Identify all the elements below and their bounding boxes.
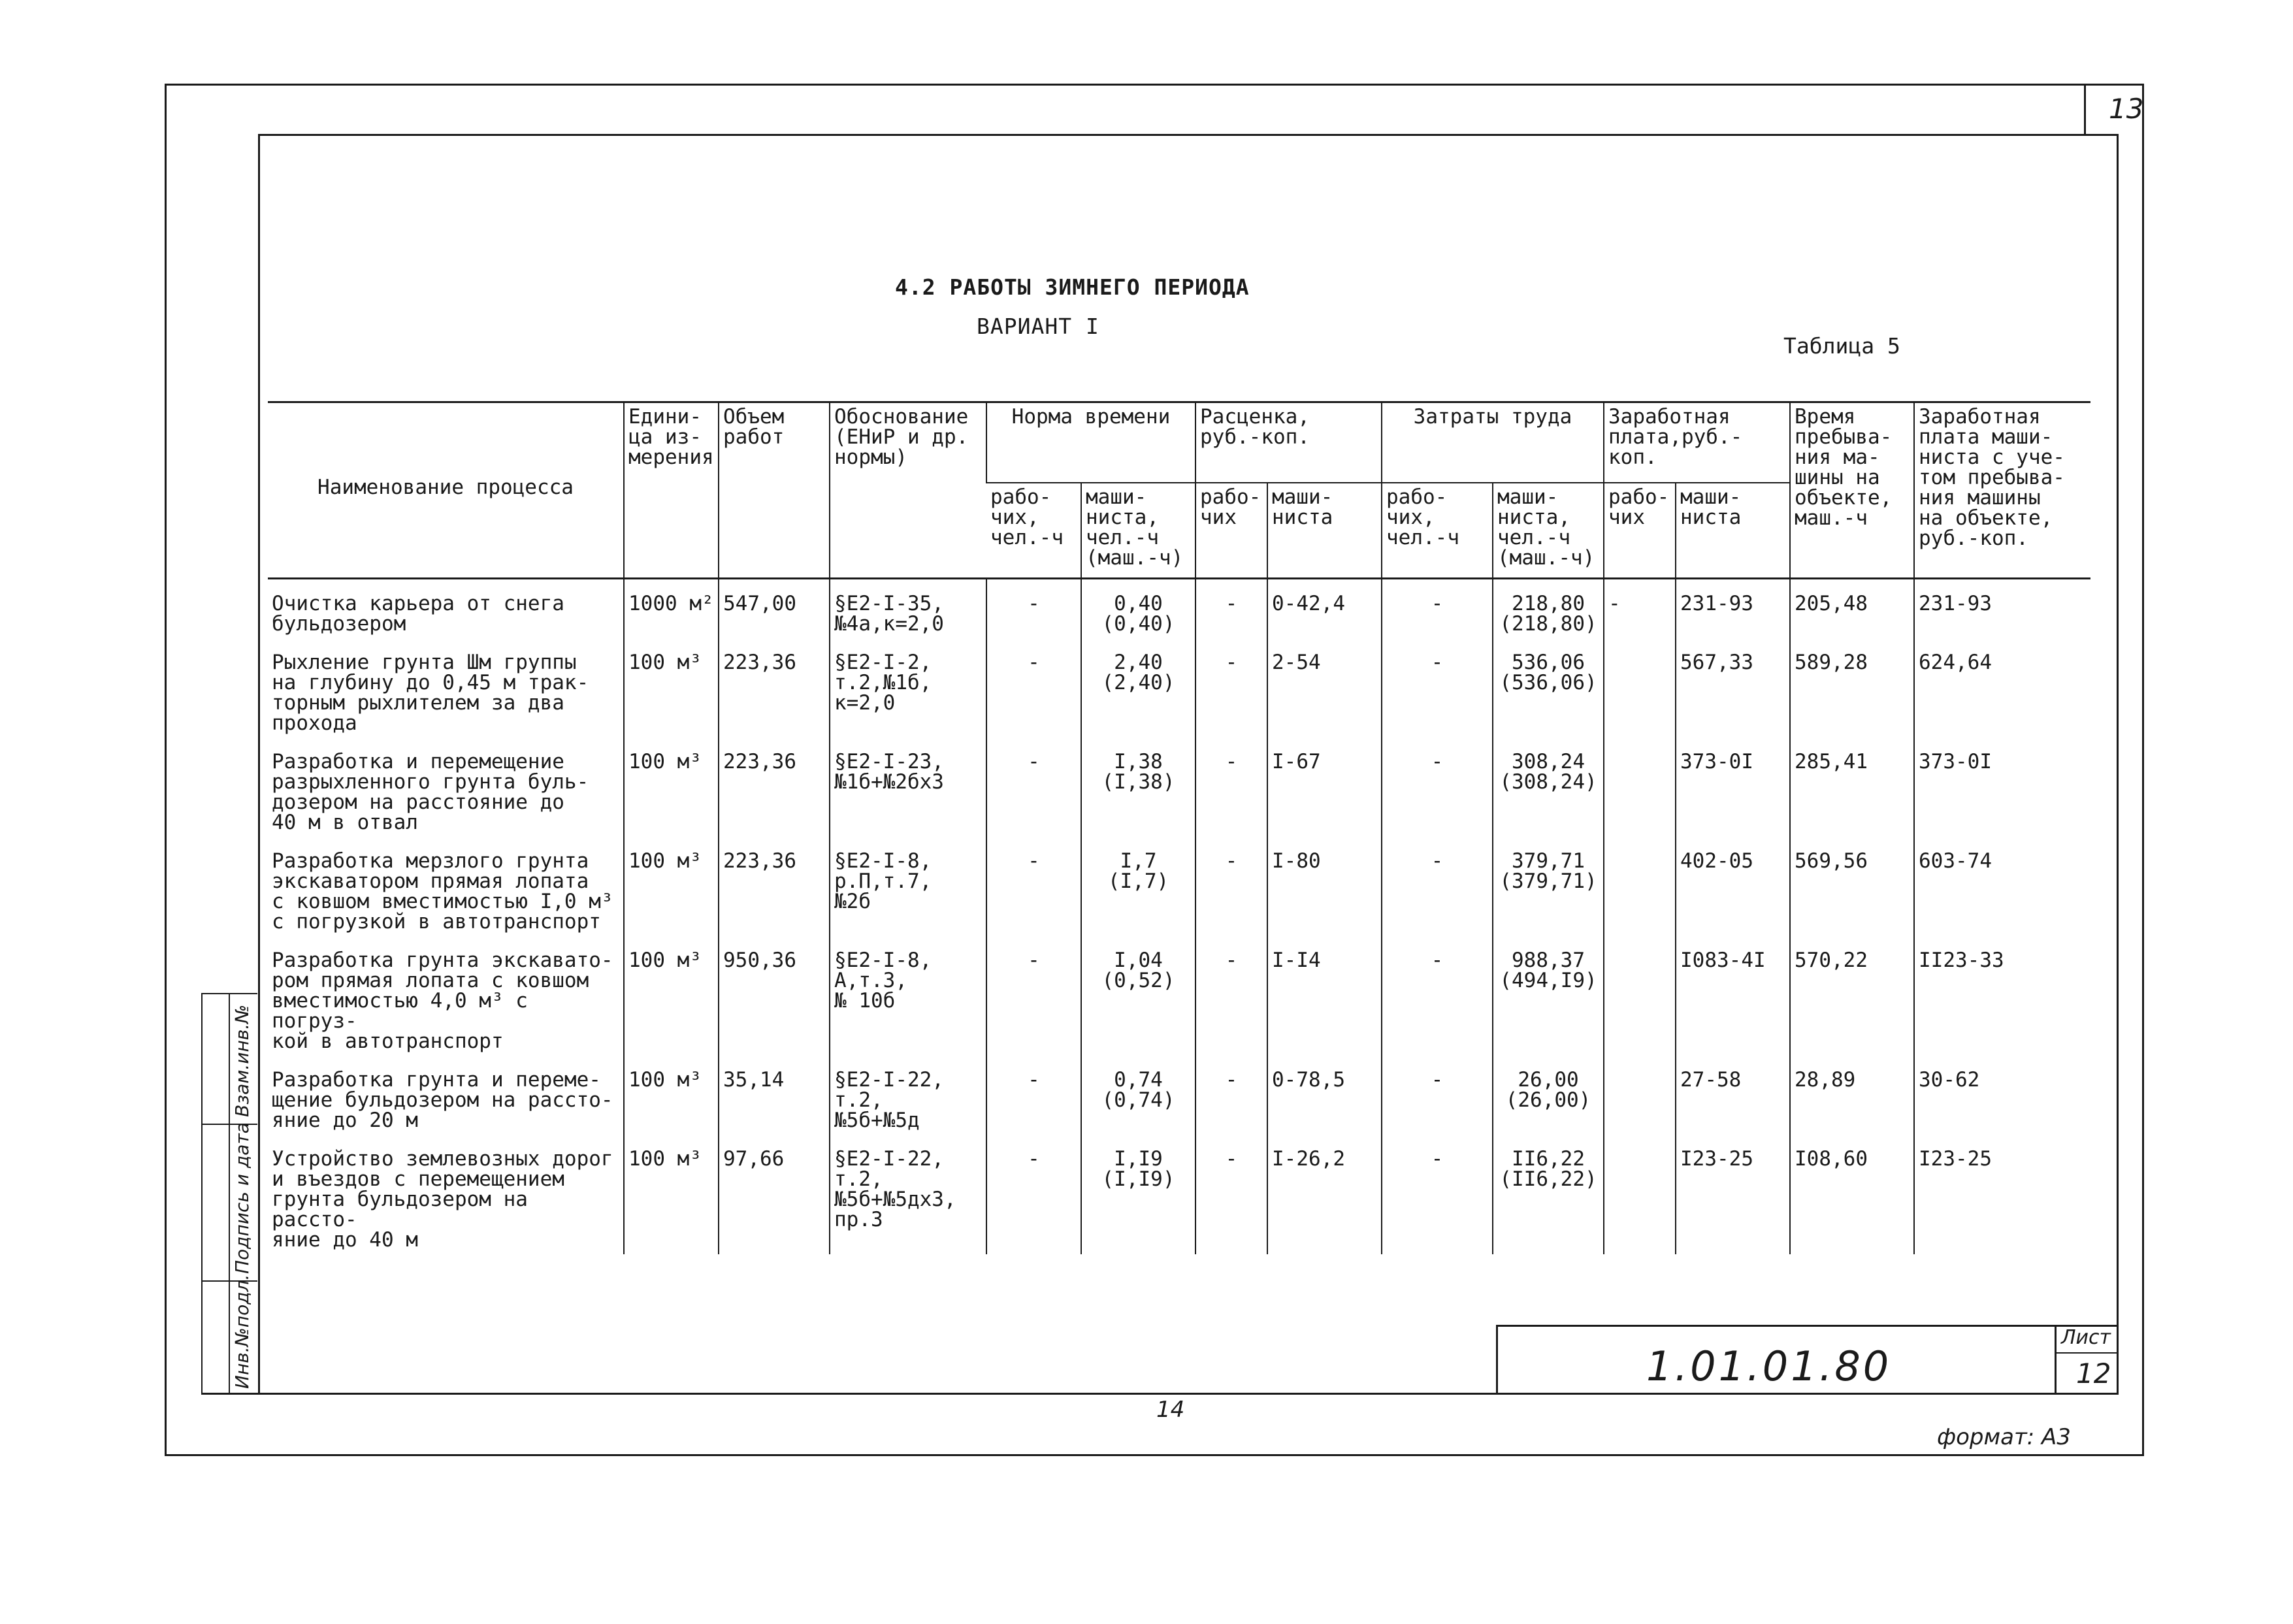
cell-rate-workers: -	[1195, 638, 1267, 738]
cell-tn-workers: -	[986, 1135, 1081, 1254]
cell-stay-time: 570,22	[1790, 936, 1914, 1056]
cell-rate-machinist: I-80	[1267, 837, 1382, 936]
cell-stay-wage: 603-74	[1914, 837, 2090, 936]
cell-stay-time: 285,41	[1790, 738, 1914, 837]
cell-basis: §Е2-I-35, №4а,к=2,0	[830, 579, 986, 639]
header-wage-workers: рабо- чих	[1604, 483, 1676, 579]
title-block-left	[1496, 1325, 1498, 1394]
title-block-sheet-hline	[2055, 1352, 2118, 1354]
stamp-replace-inv: Взам.инв.№	[231, 1004, 253, 1117]
cell-rate-machinist: I-I4	[1267, 936, 1382, 1056]
cell-tn-machinist: 0,74 (0,74)	[1081, 1056, 1195, 1135]
cell-labor-machinist: II6,22 (II6,22)	[1493, 1135, 1604, 1254]
cell-stay-wage: 373-0I	[1914, 738, 2090, 837]
variant-label: ВАРИАНТ I	[977, 314, 1099, 339]
cell-wage-workers	[1604, 1135, 1676, 1254]
table-row	[268, 936, 2090, 1056]
cell-labor-machinist: 218,80 (218,80)	[1493, 579, 1604, 639]
corner-box-left	[2084, 84, 2086, 136]
cell-volume: 35,14	[719, 1056, 830, 1135]
table-number: Таблица 5	[1783, 333, 1900, 359]
cell-rate-machinist: 0-78,5	[1267, 1056, 1382, 1135]
cell-name: Разработка грунта и переме- щение бульдозером на рассто- яние до 20 м	[272, 1068, 613, 1132]
header-time-norm-workers: рабо- чих, чел.-ч	[986, 483, 1081, 579]
table-row	[268, 579, 2090, 639]
cell-labor-machinist: 379,71 (379,71)	[1493, 837, 1604, 936]
cell-labor-machinist: 26,00 (26,00)	[1493, 1056, 1604, 1135]
cell-tn-machinist: I,38 (I,38)	[1081, 738, 1195, 837]
cell-stay-wage: 624,64	[1914, 638, 2090, 738]
header-rate: Расценка, руб.-коп.	[1195, 402, 1382, 483]
cell-stay-wage: 231-93	[1914, 579, 2090, 639]
corner-number: 13	[2109, 93, 2144, 125]
cell-rate-workers: -	[1195, 579, 1267, 639]
cell-rate-machinist: 2-54	[1267, 638, 1382, 738]
cell-tn-workers: -	[986, 837, 1081, 936]
cell-stay-wage: II23-33	[1914, 936, 2090, 1056]
table-row	[268, 638, 2090, 738]
cell-labor-workers: -	[1382, 837, 1493, 936]
cell-volume: 223,36	[719, 837, 830, 936]
cell-name: Очистка карьера от снега бульдозером	[272, 592, 564, 636]
cell-labor-machinist: 308,24 (308,24)	[1493, 738, 1604, 837]
cell-volume: 223,36	[719, 738, 830, 837]
cell-unit: 100 м³	[624, 738, 719, 837]
cell-wage-workers	[1604, 738, 1676, 837]
cell-basis: §Е2-I-22, т.2, №5б+№5дх3, пр.3	[830, 1135, 986, 1254]
cell-volume: 97,66	[719, 1135, 830, 1254]
cell-wage-workers	[1604, 1056, 1676, 1135]
cell-wage-machinist: 231-93	[1676, 579, 1790, 639]
outer-frame-top	[165, 84, 2144, 86]
cell-rate-workers: -	[1195, 1135, 1267, 1254]
header-time-norm: Норма времени	[986, 402, 1195, 483]
header-unit: Едини- ца из- мерения	[624, 402, 719, 579]
header-labor-machinist: маши- ниста, чел.-ч (маш.-ч)	[1493, 483, 1604, 579]
stamp-sign-date: Подпись и дата	[231, 1122, 253, 1274]
table-row	[268, 837, 2090, 936]
side-stamp	[201, 993, 257, 1389]
cell-tn-workers: -	[986, 936, 1081, 1056]
cell-labor-workers: -	[1382, 638, 1493, 738]
cell-basis: §Е2-I-2, т.2,№1б, к=2,0	[830, 638, 986, 738]
header-volume: Объем работ	[719, 402, 830, 579]
cell-stay-time: 28,89	[1790, 1056, 1914, 1135]
cell-tn-machinist: 2,40 (2,40)	[1081, 638, 1195, 738]
cell-tn-workers: -	[986, 579, 1081, 639]
cell-stay-time: 569,56	[1790, 837, 1914, 936]
cell-stay-time: 205,48	[1790, 579, 1914, 639]
cell-wage-workers	[1604, 936, 1676, 1056]
cell-wage-machinist: 402-05	[1676, 837, 1790, 936]
inner-frame-bottom	[201, 1393, 2119, 1395]
cell-stay-time: 589,28	[1790, 638, 1914, 738]
cell-rate-workers: -	[1195, 837, 1267, 936]
cell-tn-workers: -	[986, 738, 1081, 837]
document-code: 1.01.01.80	[1646, 1342, 1892, 1390]
inner-frame-right	[2117, 134, 2119, 1395]
outer-frame-right	[2142, 84, 2144, 1455]
cell-basis: §Е2-I-8, р.П,т.7, №2б	[830, 837, 986, 936]
title-block-top	[1496, 1325, 2118, 1327]
cell-name: Устройство землевозных дорог и въездов с перемещением грунта бульдозером на рассто- яние до 40 м	[272, 1147, 613, 1252]
cell-rate-workers: -	[1195, 936, 1267, 1056]
cell-unit: 100 м³	[624, 837, 719, 936]
cell-labor-machinist: 536,06 (536,06)	[1493, 638, 1604, 738]
header-rate-machinist: маши- ниста	[1267, 483, 1382, 579]
cell-labor-machinist: 988,37 (494,I9)	[1493, 936, 1604, 1056]
stamp-inv-no: Инв.№подл.	[231, 1274, 253, 1389]
cell-wage-workers: -	[1604, 579, 1676, 639]
cell-labor-workers: -	[1382, 738, 1493, 837]
cell-name: Разработка и перемещение разрыхленного грунта буль- дозером на расстояние до 40 м в отвал	[272, 750, 589, 834]
table-row	[268, 1056, 2090, 1135]
cell-tn-machinist: I,7 (I,7)	[1081, 837, 1195, 936]
header-wage-machinist: маши- ниста	[1676, 483, 1790, 579]
header-labor: Затраты труда	[1382, 402, 1604, 483]
cell-tn-machinist: I,04 (0,52)	[1081, 936, 1195, 1056]
header-time-norm-machinist: маши- ниста, чел.-ч (маш.-ч)	[1081, 483, 1195, 579]
cell-wage-machinist: 567,33	[1676, 638, 1790, 738]
cell-volume: 223,36	[719, 638, 830, 738]
works-table	[268, 401, 2090, 1254]
cell-unit: 1000 м²	[624, 579, 719, 639]
cell-name: Разработка грунта экскавато- ром прямая лопата с ковшом вместимостью 4,0 м³ с погруз- кой в автотранспорт	[272, 949, 613, 1053]
cell-unit: 100 м³	[624, 936, 719, 1056]
cell-stay-wage: 30-62	[1914, 1056, 2090, 1135]
inner-frame-top	[258, 134, 2117, 136]
cell-rate-machinist: I-26,2	[1267, 1135, 1382, 1254]
inner-frame-left	[258, 134, 260, 1395]
cell-tn-machinist: I,I9 (I,I9)	[1081, 1135, 1195, 1254]
cell-tn-workers: -	[986, 638, 1081, 738]
outer-frame-bottom	[165, 1454, 2144, 1456]
header-stay-wage: Заработная плата маши- ниста с уче- том пребыва- ния машины на объекте, руб.-коп.	[1914, 402, 2090, 579]
cell-rate-machinist: I-67	[1267, 738, 1382, 837]
cell-rate-workers: -	[1195, 738, 1267, 837]
header-labor-workers: рабо- чих, чел.-ч	[1382, 483, 1493, 579]
title-block-sheet-divider	[2055, 1325, 2057, 1394]
cell-stay-wage: I23-25	[1914, 1135, 2090, 1254]
cell-unit: 100 м³	[624, 1135, 719, 1254]
header-rate-workers: рабо- чих	[1195, 483, 1267, 579]
cell-labor-workers: -	[1382, 1135, 1493, 1254]
cell-rate-machinist: 0-42,4	[1267, 579, 1382, 639]
cell-tn-machinist: 0,40 (0,40)	[1081, 579, 1195, 639]
cell-name: Рыхление грунта Шм группы на глубину до 0,45 м трак- торным рыхлителем за два прохода	[272, 651, 589, 735]
cell-name: Разработка мерзлого грунта экскаватором прямая лопата с ковшом вместимостью I,0 м³ с погрузкой в автотранспорт	[272, 849, 613, 934]
table-row	[268, 738, 2090, 837]
cell-wage-workers	[1604, 638, 1676, 738]
outer-frame-left	[165, 84, 167, 1454]
cell-wage-workers	[1604, 837, 1676, 936]
cell-wage-machinist: I083-4I	[1676, 936, 1790, 1056]
header-basis: Обоснование (ЕНиР и др. нормы)	[830, 402, 986, 579]
cell-rate-workers: -	[1195, 1056, 1267, 1135]
cell-unit: 100 м³	[624, 638, 719, 738]
table-row	[268, 1135, 2090, 1254]
cell-labor-workers: -	[1382, 579, 1493, 639]
cell-volume: 547,00	[719, 579, 830, 639]
stamp-mid-line	[229, 993, 230, 1393]
section-title: 4.2 РАБОТЫ ЗИМНЕГО ПЕРИОДА	[895, 274, 1250, 300]
sheet-number: 12	[2076, 1357, 2111, 1389]
sheet-label: Лист	[2061, 1326, 2111, 1349]
cell-volume: 950,36	[719, 936, 830, 1056]
cell-unit: 100 м³	[624, 1056, 719, 1135]
cell-labor-workers: -	[1382, 936, 1493, 1056]
cell-wage-machinist: 27-58	[1676, 1056, 1790, 1135]
cell-wage-machinist: I23-25	[1676, 1135, 1790, 1254]
cell-wage-machinist: 373-0I	[1676, 738, 1790, 837]
cell-basis: §Е2-I-23, №1б+№2бх3	[830, 738, 986, 837]
cell-labor-workers: -	[1382, 1056, 1493, 1135]
header-wage: Заработная плата,руб.-коп.	[1604, 402, 1790, 483]
cell-stay-time: I08,60	[1790, 1135, 1914, 1254]
header-stay-time: Время пребыва- ния ма- шины на объекте, маш.-ч	[1790, 402, 1914, 579]
cell-basis: §Е2-I-22, т.2, №5б+№5д	[830, 1056, 986, 1135]
page-number: 14	[1156, 1397, 1185, 1423]
header-name: Наименование процесса	[268, 402, 624, 579]
cell-basis: §Е2-I-8, А,т.3, № 10б	[830, 936, 986, 1056]
cell-tn-workers: -	[986, 1056, 1081, 1135]
format-note: формат: А3	[1937, 1424, 2071, 1450]
